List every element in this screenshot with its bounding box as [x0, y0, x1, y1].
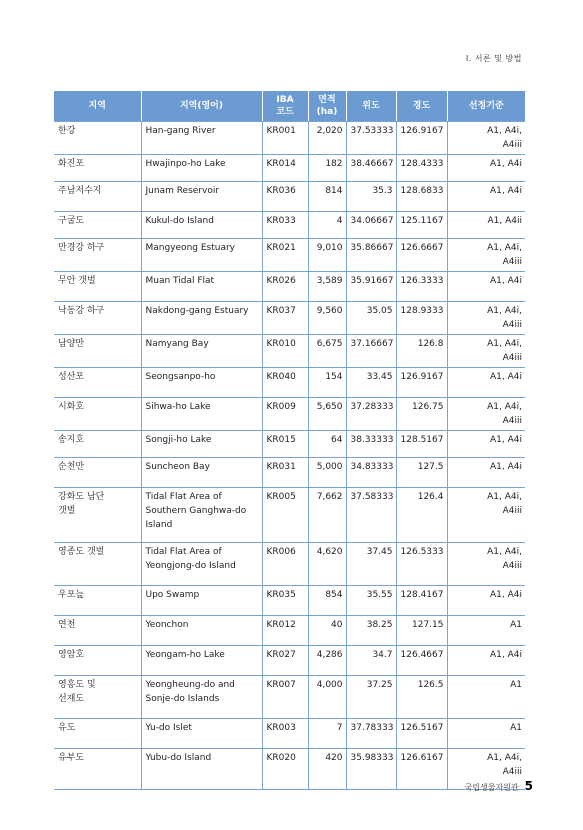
cell-criteria-line: A4iii [502, 767, 522, 777]
cell-latitude: 37.25 [346, 676, 396, 719]
cell-area: 9,560 [308, 302, 346, 335]
cell-latitude: 37.45 [346, 543, 396, 586]
cell-longitude: 126.5 [396, 676, 447, 719]
cell-criteria [447, 122, 525, 155]
cell-latitude: 37.78333 [346, 719, 396, 749]
cell-region-en [141, 676, 262, 719]
cell-criteria-line: A1, A4i [490, 435, 522, 445]
cell-region-en: Upo Swamp [141, 586, 262, 616]
cell-criteria [447, 719, 525, 749]
cell-criteria-line: A1, A4i [490, 372, 522, 382]
cell-iba-code: KR015 [262, 431, 308, 458]
cell-iba-code: KR033 [262, 212, 308, 239]
cell-region-en-line: Sonje-do Islands [145, 694, 220, 704]
header-criteria: 선정기준 [447, 91, 525, 122]
cell-area: 40 [308, 616, 346, 646]
cell-region-en: Mangyeong Estuary [141, 239, 262, 272]
header-longitude: 경도 [396, 91, 447, 122]
cell-area: 4,286 [308, 646, 346, 676]
table-row [54, 155, 525, 182]
cell-criteria [447, 586, 525, 616]
cell-longitude: 128.5167 [396, 431, 447, 458]
header-area [308, 91, 346, 122]
cell-iba-code: KR040 [262, 368, 308, 398]
cell-criteria [447, 272, 525, 302]
table-row [54, 543, 525, 586]
cell-iba-code: KR035 [262, 586, 308, 616]
table-row [54, 646, 525, 676]
cell-region-en-line: Tidal Flat Area of [145, 492, 222, 502]
cell-region-ko: 화진포 [54, 155, 141, 182]
cell-iba-code: KR003 [262, 719, 308, 749]
cell-criteria-line: A1, A4i, [487, 753, 522, 763]
table-row [54, 431, 525, 458]
cell-region-ko: 영종도 갯벌 [54, 543, 141, 586]
cell-criteria-line: A1, A4i, [487, 126, 522, 136]
cell-latitude: 35.91667 [346, 272, 396, 302]
cell-longitude: 126.4667 [396, 646, 447, 676]
cell-iba-code: KR014 [262, 155, 308, 182]
page-number: 5 [524, 779, 533, 793]
table-row [54, 676, 525, 719]
cell-iba-code: KR005 [262, 488, 308, 543]
cell-area: 7,662 [308, 488, 346, 543]
cell-region-en: Kukul-do Island [141, 212, 262, 239]
cell-criteria [447, 543, 525, 586]
header-area-line1: 면적 [318, 95, 336, 105]
cell-region-ko: 연천 [54, 616, 141, 646]
cell-longitude: 126.9167 [396, 122, 447, 155]
cell-criteria [447, 676, 525, 719]
cell-criteria-line: A1, A4i, [487, 547, 522, 557]
cell-criteria [447, 335, 525, 368]
cell-criteria-line: A4iii [502, 353, 522, 363]
cell-longitude: 126.3333 [396, 272, 447, 302]
header-iba-code [262, 91, 308, 122]
cell-region-ko-line: 선재도 [58, 694, 85, 704]
cell-region-en [141, 543, 262, 586]
cell-region-en-line: Island [145, 520, 173, 530]
cell-latitude: 37.58333 [346, 488, 396, 543]
cell-iba-code: KR020 [262, 749, 308, 790]
header-latitude: 위도 [346, 91, 396, 122]
page-footer [465, 779, 533, 793]
table-header-row [54, 91, 525, 122]
cell-iba-code: KR009 [262, 398, 308, 431]
cell-region-en [141, 488, 262, 543]
cell-criteria-line: A1, A4i [490, 159, 522, 169]
cell-longitude: 125.1167 [396, 212, 447, 239]
cell-longitude: 128.4167 [396, 586, 447, 616]
cell-criteria [447, 302, 525, 335]
cell-region-en: Suncheon Bay [141, 458, 262, 488]
cell-region-en: Muan Tidal Flat [141, 272, 262, 302]
cell-criteria-line: A1, A4i, [487, 339, 522, 349]
cell-criteria-line: A1, A4i [490, 186, 522, 196]
cell-criteria-line: A1, A4i [490, 590, 522, 600]
footer-publisher: 국립생물자원관 [464, 783, 519, 792]
cell-area: 4 [308, 212, 346, 239]
cell-longitude: 128.4333 [396, 155, 447, 182]
cell-area: 5,650 [308, 398, 346, 431]
cell-criteria [447, 431, 525, 458]
cell-criteria-line: A4iii [502, 320, 522, 330]
cell-latitude: 37.28333 [346, 398, 396, 431]
cell-latitude: 35.98333 [346, 749, 396, 790]
running-header: Ⅰ. 서론 및 방법 [465, 54, 522, 63]
cell-area: 154 [308, 368, 346, 398]
cell-region-ko: 순천만 [54, 458, 141, 488]
header-region-ko: 지역 [54, 91, 141, 122]
cell-area: 3,589 [308, 272, 346, 302]
cell-criteria [447, 458, 525, 488]
cell-criteria-line: A1, A4i, [487, 243, 522, 253]
cell-region-en: Yubu-do Island [141, 749, 262, 790]
cell-longitude: 126.5333 [396, 543, 447, 586]
cell-latitude: 33.45 [346, 368, 396, 398]
cell-latitude: 38.33333 [346, 431, 396, 458]
cell-region-ko: 낙동강 하구 [54, 302, 141, 335]
cell-criteria-line: A1, A4i, [487, 492, 522, 502]
cell-region-en: Namyang Bay [141, 335, 262, 368]
table-row [54, 749, 525, 790]
table-row [54, 335, 525, 368]
cell-longitude: 126.8 [396, 335, 447, 368]
header-iba-code-line2: 코드 [276, 107, 294, 117]
cell-criteria [447, 488, 525, 543]
cell-area: 4,620 [308, 543, 346, 586]
cell-iba-code: KR031 [262, 458, 308, 488]
cell-iba-code: KR036 [262, 182, 308, 212]
cell-criteria [447, 398, 525, 431]
cell-region-ko: 시화호 [54, 398, 141, 431]
cell-region-ko: 영암호 [54, 646, 141, 676]
cell-area: 5,000 [308, 458, 346, 488]
cell-latitude: 38.25 [346, 616, 396, 646]
cell-criteria-line: A1 [510, 723, 522, 733]
table-row [54, 239, 525, 272]
cell-longitude: 126.5167 [396, 719, 447, 749]
cell-criteria [447, 212, 525, 239]
cell-region-ko: 우포늪 [54, 586, 141, 616]
cell-longitude: 126.6167 [396, 749, 447, 790]
cell-region-ko: 무안 갯벌 [54, 272, 141, 302]
cell-region-en-line: Yeongjong-do Island [145, 561, 236, 571]
header-region-en: 지역(영어) [141, 91, 262, 122]
table-row [54, 212, 525, 239]
cell-region-ko [54, 488, 141, 543]
cell-criteria [447, 368, 525, 398]
table-row [54, 182, 525, 212]
cell-region-en: Yu-do Islet [141, 719, 262, 749]
cell-criteria-line: A1, A4ii [487, 216, 522, 226]
table-row [54, 586, 525, 616]
cell-criteria-line: A1, A4i, [487, 306, 522, 316]
cell-region-en: Yeongam-ho Lake [141, 646, 262, 676]
cell-criteria-line: A1, A4i [490, 462, 522, 472]
cell-region-en: Nakdong-gang Estuary [141, 302, 262, 335]
cell-region-ko: 만경강 하구 [54, 239, 141, 272]
cell-area: 854 [308, 586, 346, 616]
cell-region-ko: 유도 [54, 719, 141, 749]
table-row [54, 272, 525, 302]
cell-latitude: 37.16667 [346, 335, 396, 368]
cell-area: 6,675 [308, 335, 346, 368]
table-row [54, 302, 525, 335]
cell-criteria-line: A4iii [502, 416, 522, 426]
cell-region-ko: 구굴도 [54, 212, 141, 239]
cell-criteria-line: A1, A4i [490, 276, 522, 286]
cell-region-ko-line: 강화도 남단 [58, 492, 105, 502]
cell-iba-code: KR037 [262, 302, 308, 335]
table-row [54, 398, 525, 431]
cell-region-ko: 성산포 [54, 368, 141, 398]
cell-region-en: Junam Reservoir [141, 182, 262, 212]
cell-iba-code: KR010 [262, 335, 308, 368]
cell-longitude: 127.5 [396, 458, 447, 488]
cell-region-ko: 남양만 [54, 335, 141, 368]
cell-region-ko-line: 갯벌 [58, 506, 76, 516]
cell-latitude: 34.06667 [346, 212, 396, 239]
cell-longitude: 127.15 [396, 616, 447, 646]
cell-region-en-line: Southern Ganghwa-do [145, 506, 247, 516]
table-row [54, 368, 525, 398]
cell-latitude: 34.83333 [346, 458, 396, 488]
table-row [54, 719, 525, 749]
cell-criteria-line: A4iii [502, 561, 522, 571]
cell-region-en: Hwajinpo-ho Lake [141, 155, 262, 182]
cell-iba-code: KR021 [262, 239, 308, 272]
iba-sites-table [54, 91, 525, 790]
cell-criteria-line: A4iii [502, 506, 522, 516]
cell-latitude: 37.53333 [346, 122, 396, 155]
header-iba-code-line1: IBA [276, 95, 294, 105]
cell-region-ko [54, 676, 141, 719]
table-row [54, 488, 525, 543]
cell-iba-code: KR001 [262, 122, 308, 155]
cell-latitude: 38.46667 [346, 155, 396, 182]
cell-area: 9,010 [308, 239, 346, 272]
cell-longitude: 126.9167 [396, 368, 447, 398]
cell-latitude: 35.55 [346, 586, 396, 616]
cell-area: 814 [308, 182, 346, 212]
cell-region-en: Songji-ho Lake [141, 431, 262, 458]
cell-longitude: 126.75 [396, 398, 447, 431]
cell-region-ko-line: 영흥도 및 [58, 680, 96, 690]
cell-criteria [447, 182, 525, 212]
cell-longitude: 126.6667 [396, 239, 447, 272]
cell-iba-code: KR026 [262, 272, 308, 302]
cell-area: 7 [308, 719, 346, 749]
cell-latitude: 35.3 [346, 182, 396, 212]
cell-iba-code: KR007 [262, 676, 308, 719]
cell-area: 4,000 [308, 676, 346, 719]
cell-region-en: Sihwa-ho Lake [141, 398, 262, 431]
cell-area: 420 [308, 749, 346, 790]
table-row [54, 122, 525, 155]
table-row [54, 458, 525, 488]
cell-region-ko: 송지호 [54, 431, 141, 458]
cell-region-ko: 한강 [54, 122, 141, 155]
cell-area: 182 [308, 155, 346, 182]
cell-region-en-line: Yeongheung-do and [145, 680, 235, 690]
table-body [54, 122, 525, 790]
cell-criteria [447, 239, 525, 272]
cell-longitude: 128.6833 [396, 182, 447, 212]
cell-region-en: Yeonchon [141, 616, 262, 646]
cell-region-en: Seongsanpo-ho [141, 368, 262, 398]
cell-region-ko: 주남저수지 [54, 182, 141, 212]
cell-criteria-line: A1 [510, 620, 522, 630]
cell-criteria-line: A1, A4i, [487, 402, 522, 412]
cell-longitude: 128.9333 [396, 302, 447, 335]
cell-criteria-line: A4iii [502, 257, 522, 267]
table-row [54, 616, 525, 646]
cell-iba-code: KR012 [262, 616, 308, 646]
cell-latitude: 35.86667 [346, 239, 396, 272]
cell-longitude: 126.4 [396, 488, 447, 543]
cell-region-ko: 유부도 [54, 749, 141, 790]
cell-region-en-line: Tidal Flat Area of [145, 547, 222, 557]
header-area-line2: (ha) [316, 107, 338, 117]
cell-latitude: 34.7 [346, 646, 396, 676]
cell-latitude: 35.05 [346, 302, 396, 335]
cell-iba-code: KR027 [262, 646, 308, 676]
cell-iba-code: KR006 [262, 543, 308, 586]
cell-criteria [447, 616, 525, 646]
cell-criteria [447, 646, 525, 676]
cell-area: 2,020 [308, 122, 346, 155]
cell-criteria-line: A1, A4i [490, 650, 522, 660]
cell-criteria [447, 155, 525, 182]
cell-region-en: Han-gang River [141, 122, 262, 155]
cell-area: 64 [308, 431, 346, 458]
cell-criteria-line: A4iii [502, 140, 522, 150]
cell-criteria-line: A1 [510, 680, 522, 690]
